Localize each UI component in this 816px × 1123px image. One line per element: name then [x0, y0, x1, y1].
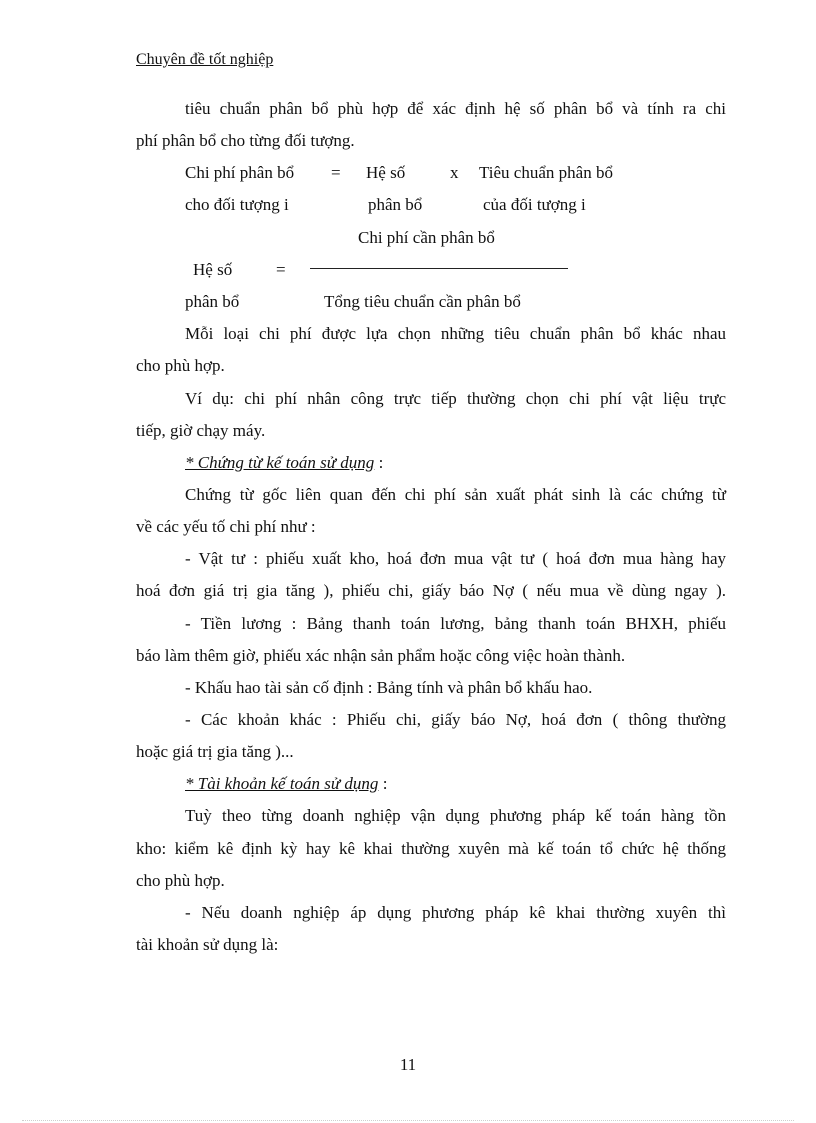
- formula-term: Chi phí phân bổ: [185, 163, 295, 182]
- formula-equals: =: [276, 260, 286, 279]
- paragraph-line: tài khoản sử dụng là:: [136, 935, 279, 954]
- paragraph-line: báo làm thêm giờ, phiếu xác nhận sản phẩm hoặc công việc hoàn thành.: [136, 646, 626, 665]
- section-heading-text: * Tài khoản kế toán sử dụng: [185, 774, 379, 793]
- paragraph-line: Mỗi loại chi phí được lựa chọn những tiêu chuẩn phân bổ khác nhau: [185, 324, 726, 343]
- formula-term: của đối tượng i: [483, 195, 586, 214]
- paragraph-line: - Khấu hao tài sản cố định : Bảng tính và phân bổ khấu hao.: [185, 678, 593, 697]
- paragraph-line: cho phù hợp.: [136, 871, 225, 890]
- paragraph-line: hoặc giá trị gia tăng )...: [136, 742, 294, 761]
- formula-equals: =: [331, 163, 341, 182]
- section-heading-colon: :: [374, 453, 384, 472]
- section-heading-colon: :: [378, 774, 388, 793]
- formula-multiply: x: [450, 163, 459, 182]
- formula-term: Hệ số: [366, 163, 406, 182]
- paragraph-line: Chứng từ gốc liên quan đến chi phí sản xuất phát sinh là các chứng từ: [185, 485, 726, 504]
- section-heading-text: * Chứng từ kế toán sử dụng: [185, 453, 375, 472]
- paragraph-line: phí phân bổ cho từng đối tượng.: [136, 131, 355, 150]
- fraction-denominator: Tổng tiêu chuẩn cần phân bổ: [324, 292, 521, 311]
- paragraph-line: - Nếu doanh nghiệp áp dụng phương pháp kê khai thường xuyên thì: [185, 903, 726, 922]
- paragraph-line: cho phù hợp.: [136, 356, 225, 375]
- paragraph-line: - Các khoản khác : Phiếu chi, giấy báo Nợ, hoá đơn ( thông thường: [185, 710, 726, 729]
- fraction-numerator: Chi phí cần phân bổ: [358, 228, 495, 247]
- paragraph-line: hoá đơn giá trị gia tăng ), phiếu chi, giấy báo Nợ ( nếu mua về dùng ngay ).: [136, 581, 726, 600]
- paragraph-line: Ví dụ: chi phí nhân công trực tiếp thường chọn chi phí vật liệu trực: [185, 389, 726, 408]
- fraction-bar: [310, 268, 568, 269]
- formula-term: phân bổ: [185, 292, 240, 311]
- formula-term: phân bổ: [368, 195, 423, 214]
- paragraph-line: - Vật tư : phiếu xuất kho, hoá đơn mua vật tư ( hoá đơn mua hàng hay: [185, 549, 726, 568]
- paragraph-line: Tuỳ theo từng doanh nghiệp vận dụng phương pháp kế toán hàng tồn: [185, 806, 726, 825]
- formula-term: Tiêu chuẩn phân bổ: [479, 163, 613, 182]
- paragraph-line: kho: kiểm kê định kỳ hay kê khai thường xuyên mà kế toán tổ chức hệ thống: [136, 839, 726, 858]
- section-heading: [185, 774, 387, 794]
- paragraph-line: - Tiền lương : Bảng thanh toán lương, bảng thanh toán BHXH, phiếu: [185, 614, 726, 633]
- paragraph-line: tiếp, giờ chạy máy.: [136, 421, 266, 440]
- paragraph-line: về các yếu tố chi phí như :: [136, 517, 316, 536]
- formula-term: cho đối tượng i: [185, 195, 289, 214]
- section-heading: [185, 453, 383, 473]
- formula-term: Hệ số: [193, 260, 233, 279]
- page-bottom-divider: [22, 1120, 794, 1121]
- paragraph-line: tiêu chuẩn phân bổ phù hợp để xác định hệ số phân bổ và tính ra chi: [185, 99, 726, 118]
- document-header: Chuyên đề tốt nghiệp: [136, 51, 274, 68]
- page-number: 11: [399, 1055, 417, 1074]
